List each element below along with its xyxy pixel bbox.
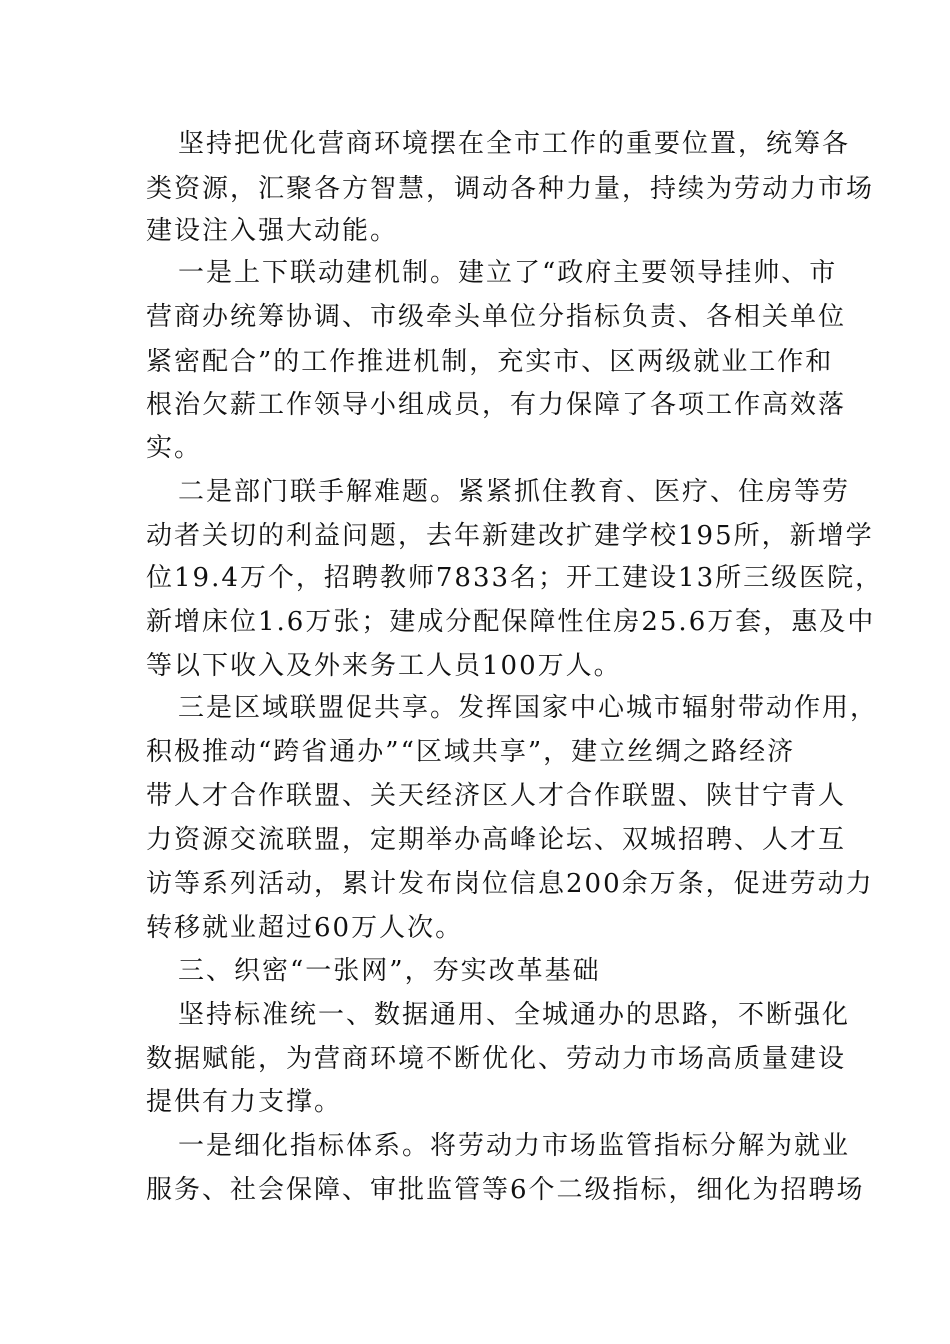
paragraph-line: 等以下收入及外来务工人员100万人。 <box>146 651 622 681</box>
paragraph-line: 坚持把优化营商环境摆在全市工作的重要位置，统筹各 <box>178 129 851 159</box>
paragraph-line: 一是上下联动建机制。建立了“政府主要领导挂帅、市 <box>178 258 838 288</box>
paragraph-line: 位19.4万个，招聘教师7833名；开工建设13所三级医院， <box>146 563 884 593</box>
paragraph-line: 建设注入强大动能。 <box>146 216 399 246</box>
paragraph-line: 一是细化指标体系。将劳动力市场监管指标分解为就业 <box>178 1131 851 1161</box>
paragraph-line: 根治欠薪工作领导小组成员，有力保障了各项工作高效落 <box>146 390 847 420</box>
paragraph-line: 二是部门联手解难题。紧紧抓住教育、医疗、住房等劳 <box>178 477 851 507</box>
section-heading: 三、织密“一张网”，夯实改革基础 <box>178 956 601 986</box>
paragraph-line: 三是区域联盟促共享。发挥国家中心城市辐射带动作用， <box>178 693 879 723</box>
paragraph-line: 提供有力支撑。 <box>146 1087 343 1117</box>
paragraph-line: 营商办统筹协调、市级牵头单位分指标负责、各相关单位 <box>146 302 847 332</box>
paragraph-line: 力资源交流联盟，定期举办高峰论坛、双城招聘、人才互 <box>146 825 847 855</box>
paragraph-line: 坚持标准统一、数据通用、全城通办的思路，不断强化 <box>178 1000 851 1030</box>
paragraph-line: 紧密配合”的工作推进机制，充实市、区两级就业工作和 <box>146 347 834 377</box>
paragraph-line: 新增床位1.6万张；建成分配保障性住房25.6万套，惠及中 <box>146 607 876 637</box>
paragraph-line: 类资源，汇聚各方智慧，调动各种力量，持续为劳动力市场 <box>146 174 875 204</box>
paragraph-line: 服务、社会保障、审批监管等6个二级指标，细化为招聘场 <box>146 1175 865 1205</box>
paragraph-line: 转移就业超过60万人次。 <box>146 913 464 943</box>
paragraph-line: 动者关切的利益问题，去年新建改扩建学校195所，新增学 <box>146 521 874 551</box>
paragraph-line: 积极推动“跨省通办”“区域共享”，建立丝绸之路经济 <box>146 737 796 767</box>
paragraph-line: 数据赋能，为营商环境不断优化、劳动力市场高质量建设 <box>146 1044 847 1074</box>
paragraph-line: 实。 <box>146 433 203 463</box>
paragraph-line: 带人才合作联盟、关天经济区人才合作联盟、陕甘宁青人 <box>146 781 847 811</box>
paragraph-line: 访等系列活动，累计发布岗位信息200余万条，促进劳动力 <box>146 869 874 899</box>
